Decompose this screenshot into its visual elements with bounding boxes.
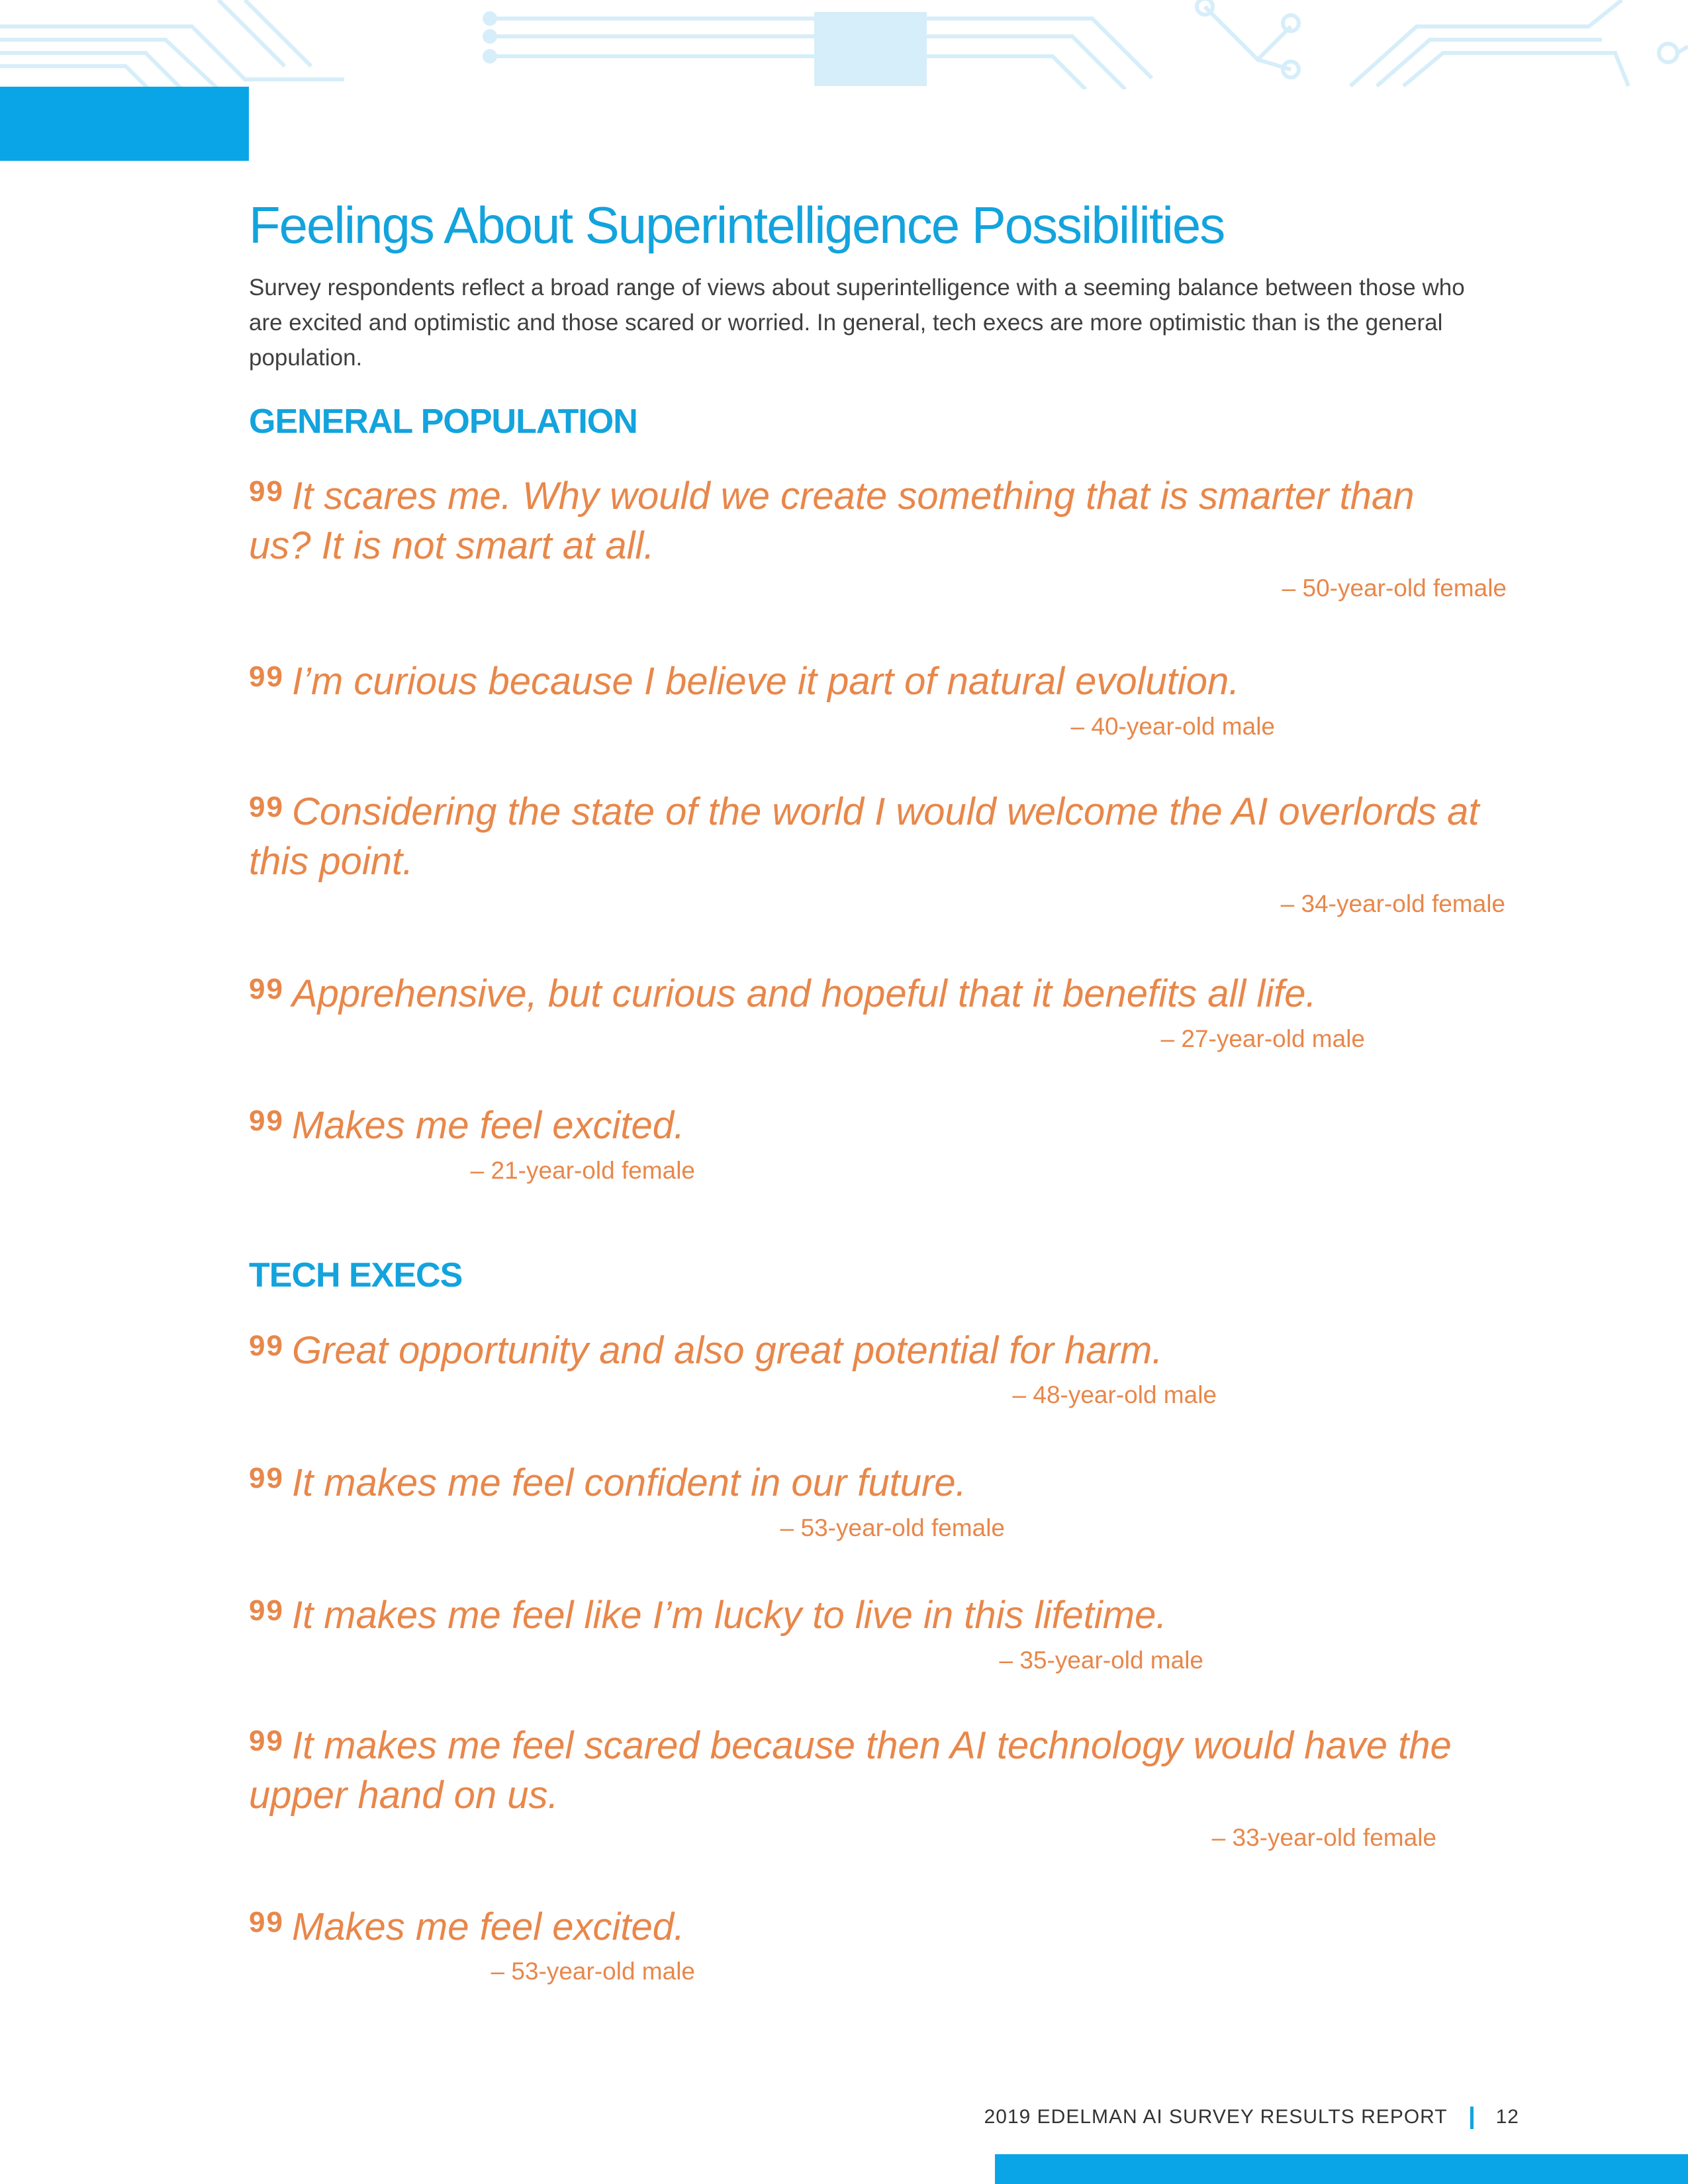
quote-mark-icon: 99 <box>249 475 284 508</box>
quote-mark-icon: 99 <box>249 973 284 1005</box>
quote-text <box>249 971 1507 1021</box>
quote-body: It makes me feel scared because then AI technology would have the upper hand on us. <box>249 1724 1452 1817</box>
intro-paragraph: Survey respondents reflect a broad range of views about superintelligence with a seeming balance between those who are excited and optimistic and those scared or worried. In general, tech execs are more optimistic than is the general population. <box>249 275 1465 371</box>
footer-divider <box>1470 2107 1474 2129</box>
quote-body: It makes me feel like I’m lucky to live in this lifetime. <box>291 1594 1167 1637</box>
page-number: 12 <box>1495 2106 1519 2128</box>
quote-body: Makes me feel excited. <box>291 1905 685 1948</box>
quote-attribution: – 53-year-old female <box>780 1514 1005 1541</box>
quote-text <box>249 1723 1454 1819</box>
quote-body: It scares me. Why would we create something that is smarter than us? It is not smart at all. <box>249 475 1415 567</box>
quote-text <box>249 473 1474 569</box>
circuit-decoration-header <box>0 0 1688 89</box>
quote-text <box>249 1592 1507 1642</box>
quote-attribution: – 21-year-old female <box>470 1157 695 1184</box>
blue-tab-bottom <box>995 2154 1688 2184</box>
quote-body: Considering the state of the world I would welcome the AI overlords at this point. <box>249 790 1479 883</box>
quote-mark-icon: 99 <box>249 1462 284 1494</box>
quote-mark-icon: 99 <box>249 791 284 823</box>
quote-body: Apprehensive, but curious and hopeful that it benefits all life. <box>291 972 1317 1015</box>
footer-report-title: 2019 EDELMAN AI SURVEY RESULTS REPORT <box>984 2106 1448 2128</box>
quote-mark-icon: 99 <box>249 1725 284 1757</box>
page-footer <box>984 2106 1519 2129</box>
quote-attribution: – 53-year-old male <box>491 1958 695 1985</box>
section-heading-general-population: GENERAL POPULATION <box>249 402 637 441</box>
quote-text <box>249 659 1507 708</box>
quote-body: Makes me feel excited. <box>291 1104 685 1147</box>
quote-attribution: – 34-year-old female <box>1280 890 1505 917</box>
quote-body: It makes me feel confident in our future. <box>291 1461 966 1504</box>
quote-text <box>249 1904 1507 1954</box>
quote-mark-icon: 99 <box>249 1906 284 1938</box>
quote-text <box>249 789 1507 885</box>
blue-tab-top <box>0 87 249 161</box>
quote-mark-icon: 99 <box>249 1105 284 1137</box>
quote-attribution: – 40-year-old male <box>1070 713 1275 740</box>
quote-attribution: – 33-year-old female <box>1211 1824 1436 1851</box>
quote-mark-icon: 99 <box>249 1330 284 1362</box>
quote-text <box>249 1328 1507 1377</box>
quote-attribution: – 27-year-old male <box>1160 1025 1365 1052</box>
quote-mark-icon: 99 <box>249 1594 284 1627</box>
section-heading-tech-execs: TECH EXECS <box>249 1256 463 1295</box>
quote-attribution: – 35-year-old male <box>999 1647 1203 1674</box>
page-title: Feelings About Superintelligence Possibilities <box>249 196 1225 254</box>
quote-text <box>249 1103 1507 1152</box>
quote-text <box>249 1460 1507 1510</box>
quote-attribution: – 50-year-old female <box>1282 574 1507 602</box>
quote-mark-icon: 99 <box>249 660 284 693</box>
quote-attribution: – 48-year-old male <box>1012 1381 1217 1408</box>
quote-body: Great opportunity and also great potential for harm. <box>291 1329 1163 1372</box>
quote-body: I’m curious because I believe it part of natural evolution. <box>291 660 1240 703</box>
